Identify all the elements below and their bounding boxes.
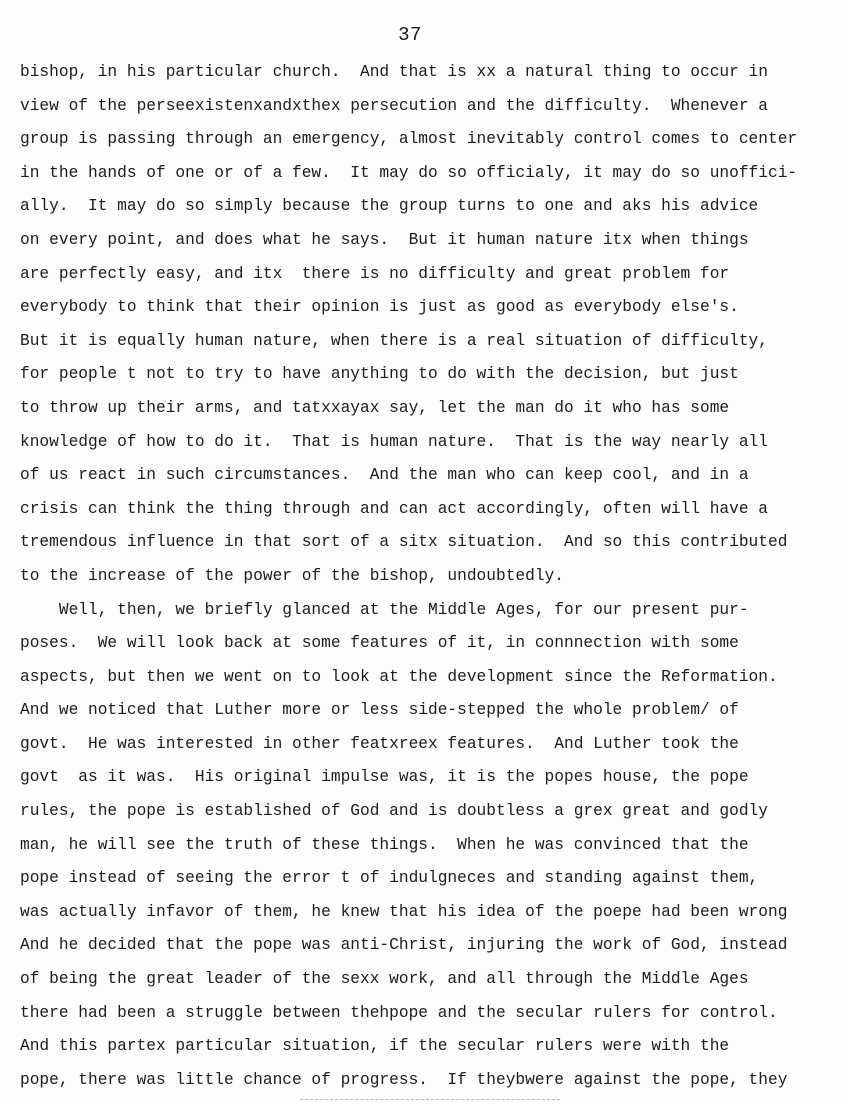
- text-line: And he decided that the pope was anti-Christ, injuring the work of God, instead: [20, 936, 788, 955]
- bottom-edge-marks: [300, 1099, 560, 1102]
- text-line: Well, then, we briefly glanced at the Middle Ages, for our present pur-: [20, 600, 749, 619]
- text-line: aspects, but then we went on to look at the development since the Reformation.: [20, 667, 778, 686]
- text-line: was actually infavor of them, he knew that his idea of the poepe had been wrong: [20, 902, 788, 921]
- text-line: on every point, and does what he says. But it human nature itx when things: [20, 230, 749, 249]
- text-line: in the hands of one or of a few. It may do so officialy, it may do so unoffici-: [20, 163, 798, 182]
- page-number: 37: [398, 24, 422, 46]
- text-line: everybody to think that their opinion is just as good as everybody else's.: [20, 298, 739, 317]
- text-line: And we noticed that Luther more or less side-stepped the whole problem/ of: [20, 701, 739, 720]
- text-line: view of the perseexistenxandxthex persecution and the difficulty. Whenever a: [20, 96, 768, 115]
- text-line: group is passing through an emergency, almost inevitably control comes to center: [20, 130, 798, 149]
- text-line: tremendous influence in that sort of a sitx situation. And so this contributed: [20, 533, 788, 552]
- text-line: are perfectly easy, and itx there is no difficulty and great problem for: [20, 264, 730, 283]
- text-line: crisis can think the thing through and can act accordingly, often will have a: [20, 499, 768, 518]
- text-line: govt. He was interested in other featxreex features. And Luther took the: [20, 734, 739, 753]
- text-body: [20, 56, 835, 1097]
- text-line: rules, the pope is established of God and is doubtless a grex great and godly: [20, 802, 768, 821]
- text-line: knowledge of how to do it. That is human nature. That is the way nearly all: [20, 432, 768, 451]
- text-line: there had been a struggle between thehpope and the secular rulers for control.: [20, 1003, 778, 1022]
- text-line: for people t not to try to have anything to do with the decision, but just: [20, 365, 739, 384]
- text-line: of being the great leader of the sexx work, and all through the Middle Ages: [20, 970, 749, 989]
- text-line: And this partex particular situation, if the secular rulers were with the: [20, 1037, 730, 1056]
- text-line: of us react in such circumstances. And the man who can keep cool, and in a: [20, 466, 749, 485]
- text-line: bishop, in his particular church. And that is xx a natural thing to occur in: [20, 63, 768, 81]
- text-line: govt as it was. His original impulse was, it is the popes house, the pope: [20, 768, 749, 787]
- text-line: man, he will see the truth of these things. When he was convinced that the: [20, 835, 749, 854]
- text-line: But it is equally human nature, when there is a real situation of difficulty,: [20, 331, 768, 350]
- text-line: pope instead of seeing the error t of indulgneces and standing against them,: [20, 869, 759, 888]
- text-line: ally. It may do so simply because the group turns to one and aks his advice: [20, 197, 759, 216]
- text-line: to the increase of the power of the bishop, undoubtedly.: [20, 566, 564, 585]
- text-line: pope, there was little chance of progress. If theybwere against the pope, they: [20, 1070, 788, 1089]
- text-line: poses. We will look back at some features of it, in connnection with some: [20, 634, 739, 653]
- text-line: to throw up their arms, and tatxxayax say, let the man do it who has some: [20, 398, 730, 417]
